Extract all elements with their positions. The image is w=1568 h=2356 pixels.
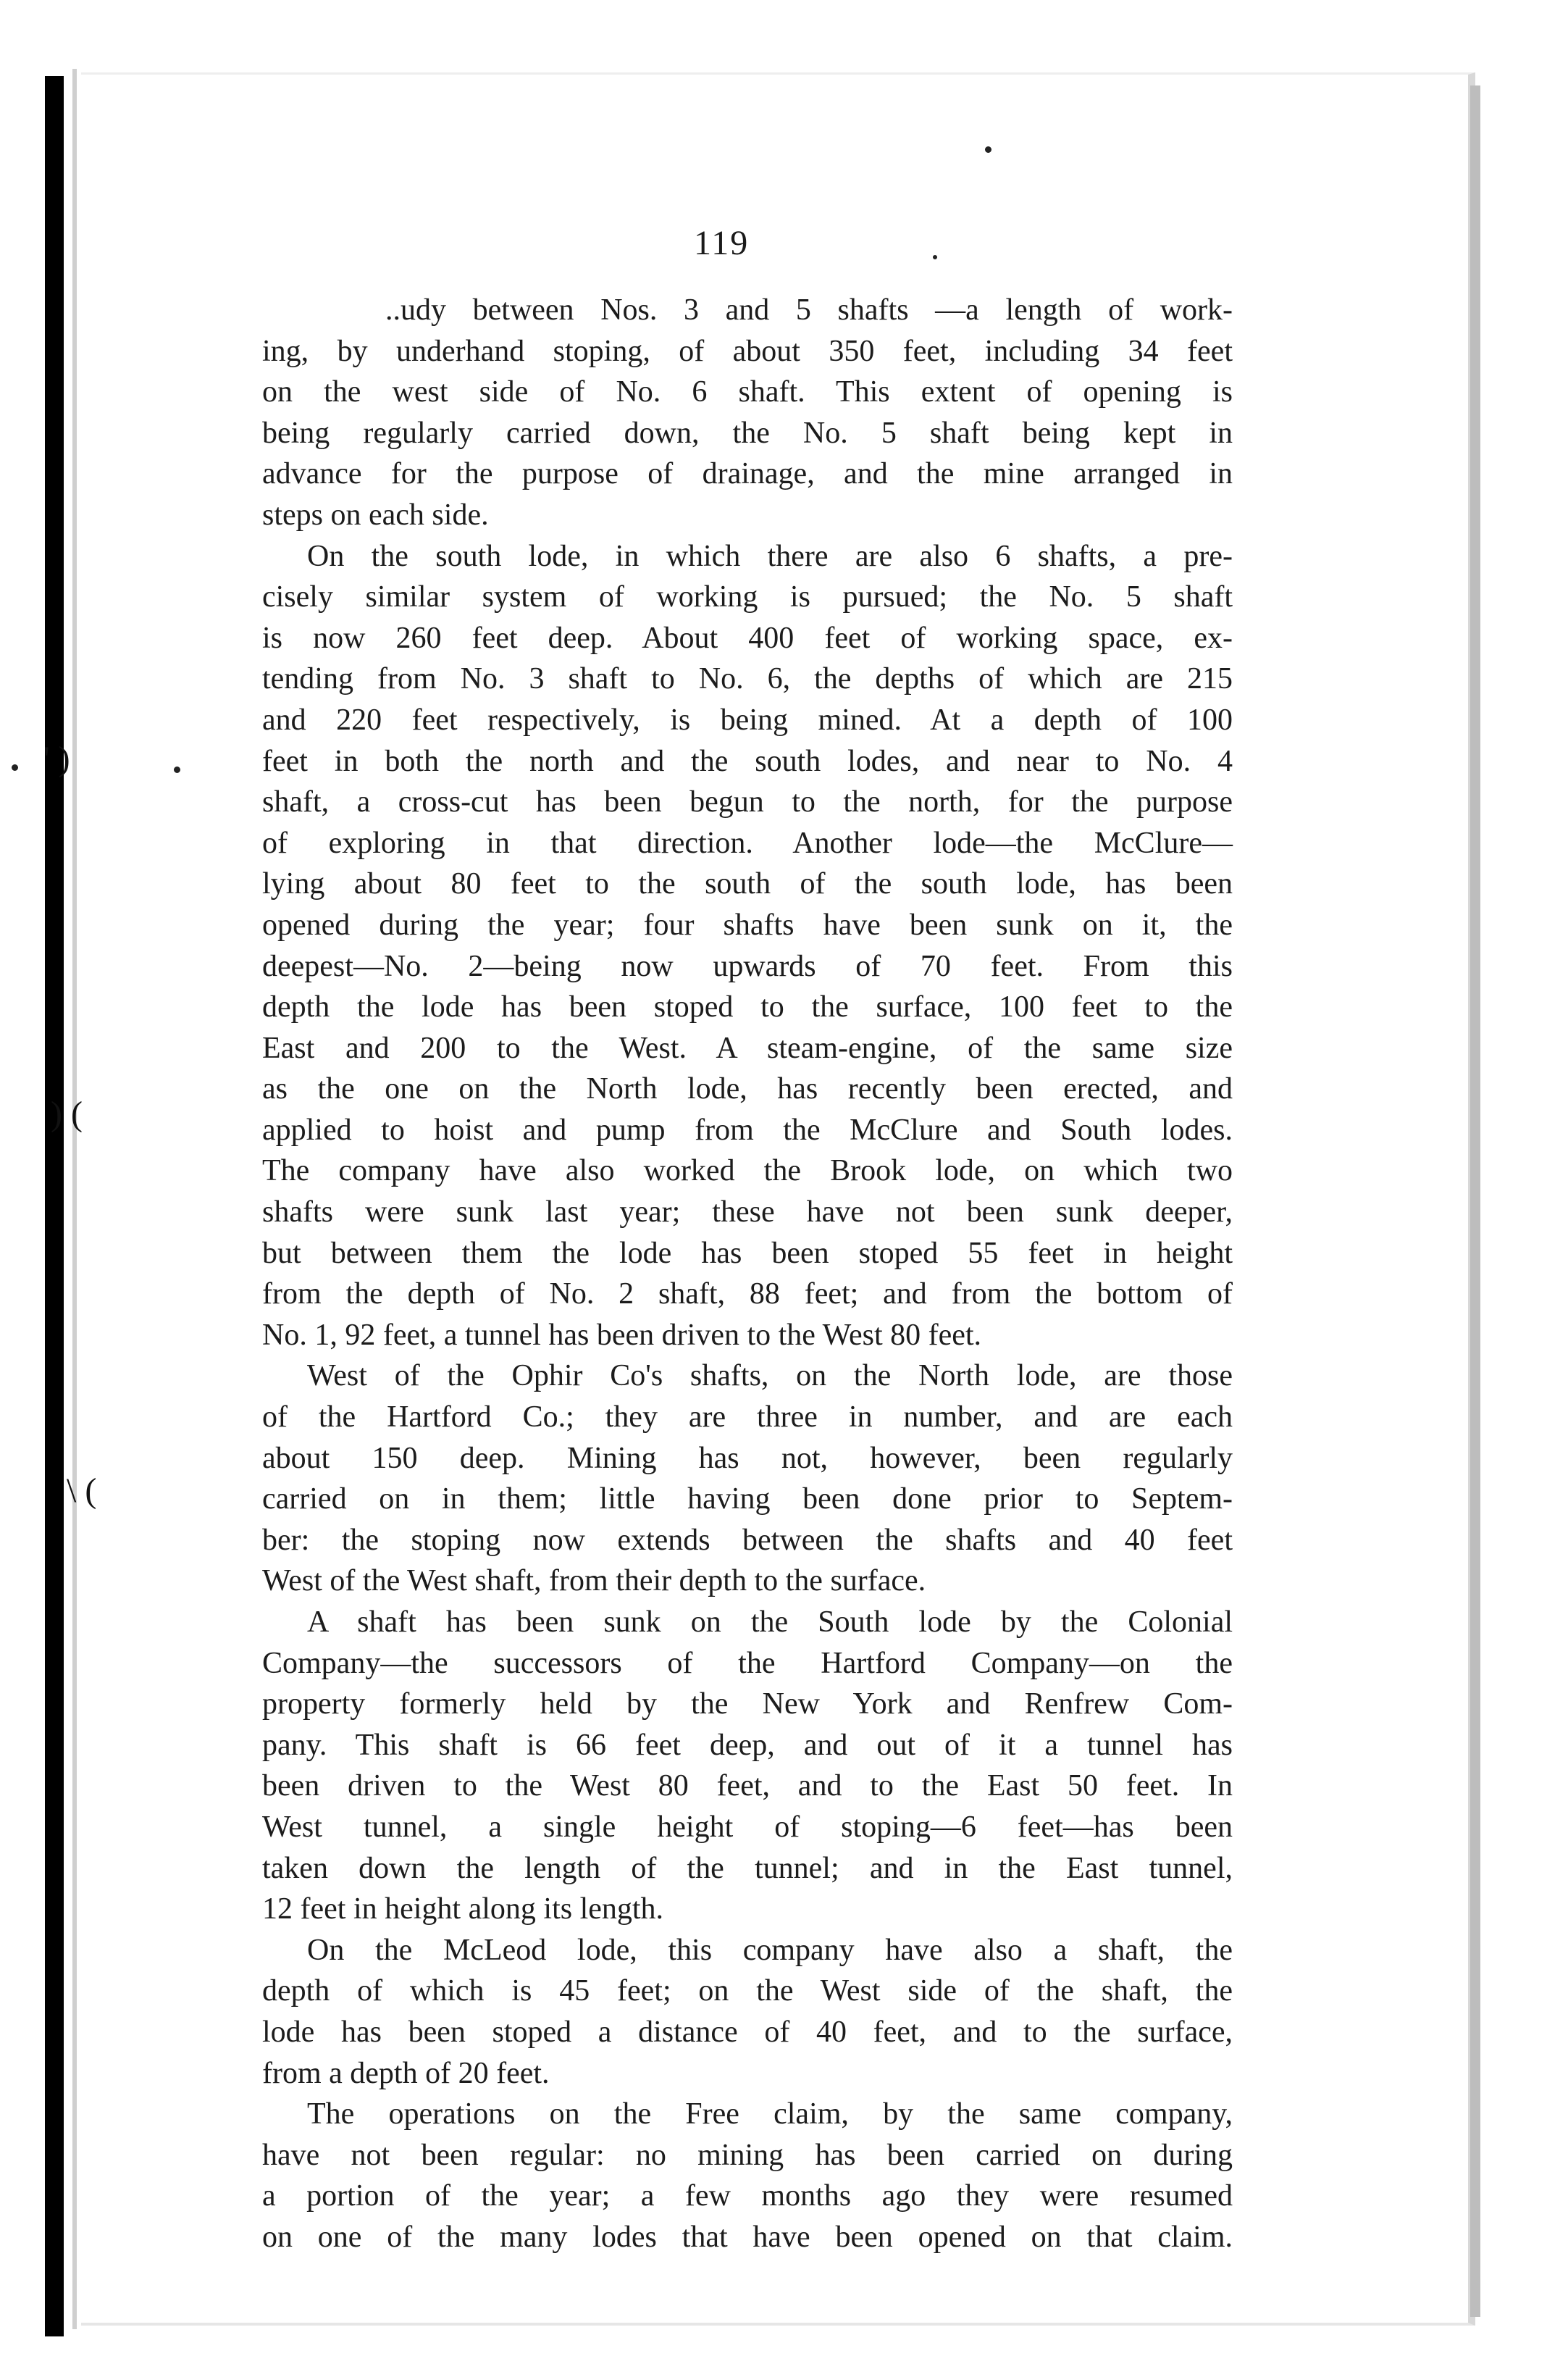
text-line: West of the West shaft, from their depth to the surface. <box>262 1564 926 1598</box>
text-line: East and 200 to the West. A steam-engine, of the same size <box>262 1031 1233 1065</box>
text-line: Company—the successors of the Hartford Company—on the <box>262 1646 1233 1680</box>
text-line: A shaft has been sunk on the South lode by the Colonial <box>307 1605 1233 1639</box>
text-line: on one of the many lodes that have been opened on that claim. <box>262 2220 1233 2254</box>
page-edge-shadow <box>1470 85 1480 2317</box>
text-line: being regularly carried down, the No. 5 shaft being kept in <box>262 416 1233 450</box>
margin-mark: \ ( <box>67 1471 97 1510</box>
scan-gutter-shadow <box>72 69 77 2329</box>
page-number: 119 <box>694 224 750 262</box>
text-line: but between them the lode has been stoped 55 feet in height <box>262 1236 1233 1270</box>
text-line: cisely similar system of working is pursued; the No. 5 shaft <box>262 580 1233 614</box>
text-line: a portion of the year; a few months ago they were resumed <box>262 2179 1233 2213</box>
text-line: On the McLeod lode, this company have also a shaft, the <box>307 1933 1233 1967</box>
text-line: On the south lode, in which there are also 6 shafts, a pre- <box>307 539 1233 573</box>
text-line: about 150 deep. Mining has not, however, been regularly <box>262 1441 1233 1475</box>
text-line: shaft, a cross-cut has been begun to the north, for the purpose <box>262 785 1233 819</box>
text-line: applied to hoist and pump from the McClure and South lodes. <box>262 1113 1233 1147</box>
text-line: from the depth of No. 2 shaft, 88 feet; and from the bottom of <box>262 1277 1233 1311</box>
ink-speck <box>933 255 937 259</box>
text-line: No. 1, 92 feet, a tunnel has been driven to the West 80 feet. <box>262 1318 982 1352</box>
text-line: ber: the stoping now extends between the shafts and 40 feet <box>262 1523 1233 1557</box>
text-line: opened during the year; four shafts have been sunk on it, the <box>262 908 1233 942</box>
text-line: The operations on the Free claim, by the same company, <box>307 2097 1233 2131</box>
text-line: advance for the purpose of drainage, and the mine arranged in <box>262 457 1233 491</box>
text-line: of the Hartford Co.; they are three in number, and are each <box>262 1400 1233 1434</box>
text-line: tending from No. 3 shaft to No. 6, the depths of which are 215 <box>262 662 1233 696</box>
page-body-text <box>262 290 1233 2258</box>
text-line: been driven to the West 80 feet, and to the East 50 feet. In <box>262 1769 1233 1803</box>
text-line: depth the lode has been stoped to the surface, 100 feet to the <box>262 990 1233 1024</box>
margin-mark: ) ( <box>51 1095 83 1133</box>
text-line: as the one on the North lode, has recently been erected, and <box>262 1072 1233 1106</box>
text-line: ing, by underhand stoping, of about 350 feet, including 34 feet <box>262 334 1233 368</box>
ink-speck <box>174 766 180 773</box>
ink-speck <box>985 146 991 153</box>
text-line: steps on each side. <box>262 498 489 532</box>
text-line: have not been regular: no mining has been carried on during <box>262 2138 1233 2172</box>
text-line: ..udy between Nos. 3 and 5 shafts —a length of work- <box>385 293 1233 327</box>
text-line: carried on in them; little having been done prior to Septem- <box>262 1482 1233 1516</box>
text-line: lode has been stoped a distance of 40 feet, and to the surface, <box>262 2015 1233 2049</box>
text-line: of exploring in that direction. Another lode—the McClure— <box>262 826 1233 860</box>
text-line: West of the Ophir Co's shafts, on the North lode, are those <box>307 1359 1233 1393</box>
text-line: lying about 80 feet to the south of the south lode, has been <box>262 867 1233 901</box>
text-line: pany. This shaft is 66 feet deep, and out of it a tunnel has <box>262 1728 1233 1762</box>
text-line: and 220 feet respectively, is being mined. At a depth of 100 <box>262 703 1233 737</box>
text-line: feet in both the north and the south lodes, and near to No. 4 <box>262 744 1233 778</box>
text-line: on the west side of No. 6 shaft. This extent of opening is <box>262 375 1233 409</box>
margin-mark: ' ) <box>43 740 70 778</box>
text-line: property formerly held by the New York and Renfrew Com- <box>262 1687 1233 1721</box>
text-line: 12 feet in height along its length. <box>262 1892 664 1926</box>
text-line: The company have also worked the Brook lode, on which two <box>262 1154 1233 1188</box>
text-line: shafts were sunk last year; these have not been sunk deeper, <box>262 1195 1233 1229</box>
text-line: depth of which is 45 feet; on the West side of the shaft, the <box>262 1974 1233 2008</box>
ink-speck <box>12 764 18 771</box>
text-line: taken down the length of the tunnel; and in the East tunnel, <box>262 1851 1233 1885</box>
text-line: is now 260 feet deep. About 400 feet of working space, ex- <box>262 621 1233 655</box>
text-line: from a depth of 20 feet. <box>262 2056 550 2090</box>
text-line: West tunnel, a single height of stoping—6 feet—has been <box>262 1810 1233 1844</box>
text-line: deepest—No. 2—being now upwards of 70 feet. From this <box>262 949 1233 983</box>
scan-binding-edge <box>45 76 64 2336</box>
